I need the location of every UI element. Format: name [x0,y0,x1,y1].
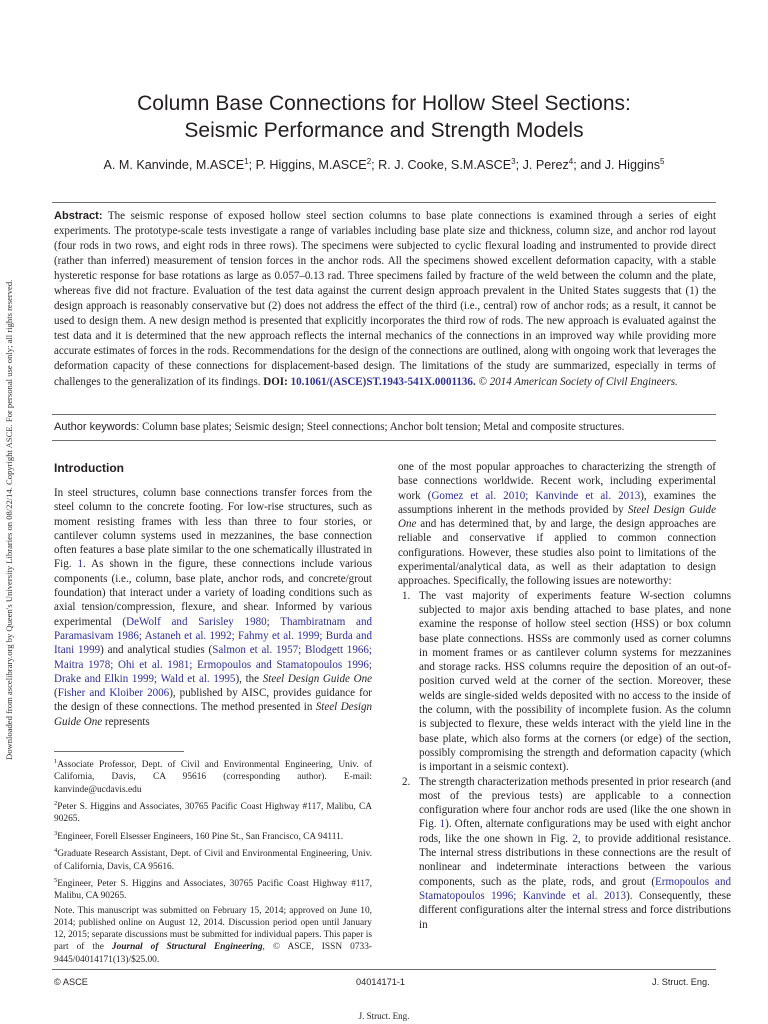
author-separator: ; and [573,158,605,172]
copyright-notice: © 2014 American Society of Civil Engineers. [478,375,678,388]
page-identifier: 04014171-1 [356,977,406,987]
download-notice: Downloaded from ascelibrary.org by Queen's University Libraries on 08/22/14. Copyright ASCE. For personal use only; all rights reserved. [4,279,14,760]
doi-label: DOI: [263,375,288,388]
author-name: A. M. Kanvinde, M.ASCE [103,158,245,172]
manuscript-note: Note. This manuscript was submitted on February 15, 2014; approved on June 10, 2014; published online on August 12, 2014. Discussion period open until January 12, 2015; separate discussions must be submitted for individual papers. This paper is part of the Journal of Structural Engineering, © ASCE, ISSN 0733-9445/04014171(13)/$25.00. [54,905,373,965]
footer-copyright: © ASCE [54,977,88,987]
author-affiliation: 5 [660,157,665,166]
figure-link[interactable]: 1 [77,558,84,571]
author-separator: ; [515,158,523,172]
author-separator: ; [248,158,256,172]
author-affiliation: 3 [511,157,516,166]
author-affiliation: 1 [244,157,249,166]
paper-title [54,90,714,144]
right-column [398,460,731,932]
author-name: R. J. Cooke, S.M.ASCE [378,158,512,172]
citation-links[interactable]: Gomez et al. 2010; Kanvinde et al. 2013 [431,489,641,502]
footnote-rule [54,751,184,752]
section-heading-introduction: Introduction [54,461,124,475]
abstract [54,209,716,390]
footnote-3: $^3$Engineer, Forell Elsesser Engineers, 160 Pine St., San Francisco, CA 94111. [54,829,344,842]
abstract-top-rule [52,202,716,203]
footnote-2: $^2$Peter S. Higgins and Associates, 30765 Pacific Coast Highway #117, Malibu, CA 90265. [54,800,372,825]
author-name: P. Higgins, M.ASCE [255,158,367,172]
footer-rule [52,969,716,970]
citation-links[interactable]: Ermopoulos and Stamatopoulos 1996; Kanvinde et al. 2013 [419,875,731,902]
download-watermark [3,212,15,760]
figure-link[interactable]: 2 [572,832,578,845]
keywords-label: Author keywords: [54,421,140,433]
footer-journal: J. Struct. Eng. [652,977,710,987]
issues-list [398,589,731,932]
journal-abbreviation: J. Struct. Eng. [358,1011,410,1021]
abstract-label: Abstract: [54,210,103,222]
abstract-text: The seismic response of exposed hollow steel section columns to base plate connections is examined through a series of eight experiments. The prototype-scale tests investigate a range of variables including base plate size and thickness, column size, and anchor rod layout (four rods in two rows, and eight rods in three rows). The specimens were subjected to cyclic flexural loading and instrumented to provide direct (rather than inferred) measurement of tension forces in the anchor rods. All the specimens showed excellent deformation capacity, with a stable hysteretic response for base rotations as large as 0.057–0.13 rad. Three specimens failed by fracture of the weld between the column and the plate, whereas five did not fracture. Evaluation of the test data against the current design approach prevalent in the United States suggests that (1) the design approach is reasonably conservative but (2) does not address the effect of the third (i.e., central) row of anchor rods; as a result, it cannot be used to design them. A new design method is presented that explicitly incorporates the third row of rods. The new approach is evaluated against the test data and it is determined that the new approach reflects the internal mechanics of the connections in an improved way while providing more accurate estimates of forces in the rods. Recommendations for the design of the connections are outlined, along with ongoing work that leverages the deformation capacity of these connections for displacement-based design. The limitations of the study are summarized, especially in terms of challenges to the generalization of its findings. [54,210,717,388]
author-affiliation: 2 [366,157,372,166]
list-item: 1. The vast majority of experiments feature W-section columns subjected to major axis bending attached to base plates, and none examine the response of hollow steel section (HSS) or box column base plate connections. HSSs are commonly used as corner columns in moment frames or as cantilever column systems for mezzanines and storage racks. HSS columns require the deposition of an out-of-position curved weld at the corner of the section. Moreover, these welds are single-sided welds deposited with no access to the inside of the column, with the possibility of incomplete fusion. As the column is subjected to flexure, these welds interact with the yield line in the base plate, which also forms at the corners (or edge) of the section, possibly compromising the strength and deformation capacity (which is important in a seismic context). [413,589,731,775]
footnotes [54,756,372,968]
author-name: J. Perez [522,158,569,172]
title-line-1: Column Base Connections for Hollow Steel Sections: [137,92,631,115]
citation-links[interactable]: DeWolf and Sarisley 1980; Thambiratnam and Paramasivam 1986; Astaneh et al. 1992; Fahmy et al. 1999; Burda and Itani 1999 [54,615,372,657]
right-paragraph: one of the most popular approaches to characterizing the strength of base connections worldwide. Recent work, including experimental work (Gomez et al. 2010; Kanvinde et al. 2013), examines the assumptions inherent in the methods provided by Steel Design Guide One and has determined that, by and large, the design approaches are reliable and conservative if applied to common connection configurations. However, these studies also point to limitations of the experimental/analytical data, as well as their adaptation to design approaches. Specifically, the following issues are noteworthy: [398,461,716,588]
footnote-4: $^4$Graduate Research Assistant, Dept. of Civil and Environmental Engineering, Univ. of California, Davis, CA 95616. [54,847,372,872]
author-name: J. Higgins [604,158,661,172]
doi-link[interactable]: 10.1061/(ASCE)ST.1943-541X.0001136. [290,375,476,388]
author-affiliation: 4 [568,157,574,166]
figure-link[interactable]: 1 [439,818,446,831]
citation-links[interactable]: Salmon et al. 1957; Blodgett 1966; Maitra 1978; Ohi et al. 1981; Ermopoulos and Stamatopoulos 1996; Drake and Elkin 1999; Wald et al. 1995 [54,644,372,685]
citation-link[interactable]: Fisher and Kloiber 2006 [57,687,170,700]
list-item: 2. The strength characterization methods presented in prior research (and most of the previous tests) are applicable to a connection configuration where four anchor rods are used (like the one shown in Fig. 1). Often, alternate configurations may be used with eight anchor rods, like the one shown in Fig. 2, to provide additional resistance. The internal stress distributions in these connections are the result of nonlinear and indeterminate interactions between the various components, such as the plate, rods, and grout (Ermopoulos and Stamatopoulos 1996; Kanvinde et al. 2013). Consequently, these different configurations alter the internal stress and force distributions in [413,775,731,932]
footnote-5: $^5$Engineer, Peter S. Higgins and Associates, 30765 Pacific Coast Highway #117, Malibu, CA 90265. [54,876,372,902]
author-keywords [54,420,716,435]
intro-paragraph: In steel structures, column base connections transfer forces from the steel column to the concrete footing. For low-rise structures, such as moment resisting frames with less than three to four stories, or cantilever column systems used in mezzanines, the base connection often features a base plate similar to the one schematically illustrated in Fig. 1. As shown in the figure, these connections include various components (i.e., column, base plate, anchor rods, and concrete/grout foundation) that interact under a variety of loading conditions such as axial tension/compression, flexure, and shear. Informed by various experimental (DeWolf and Sarisley 1980; Thambiratnam and Paramasivam 1986; Astaneh et al. 1992; Fahmy et al. 1999; Burda and Itani 1999) and analytical studies (Salmon et al. 1957; Blodgett 1966; Maitra 1978; Ohi et al. 1981; Ermopoulos and Stamatopoulos 1996; Drake and Elkin 1999; Wald et al. 1995), the Steel Design Guide One (Fisher and Kloiber 2006), published by AISC, provides guidance for the design of these connections. The method presented in Steel Design Guide One represents [54,487,372,728]
keywords-bottom-rule [52,440,716,441]
title-line-2: Seismic Performance and Strength Models [184,119,584,142]
keywords-top-rule [52,414,716,415]
author-list [54,157,714,172]
footnote-1: $^1$Associate Professor, Dept. of Civil and Environmental Engineering, Univ. of California, Davis, CA 95616 (corresponding author). E-mail: kanvinde@ucdavis.edu [54,758,372,795]
keywords-text: Column base plates; Seismic design; Steel connections; Anchor bolt tension; Metal and composite structures. [142,421,625,433]
author-separator: ; [371,158,379,172]
